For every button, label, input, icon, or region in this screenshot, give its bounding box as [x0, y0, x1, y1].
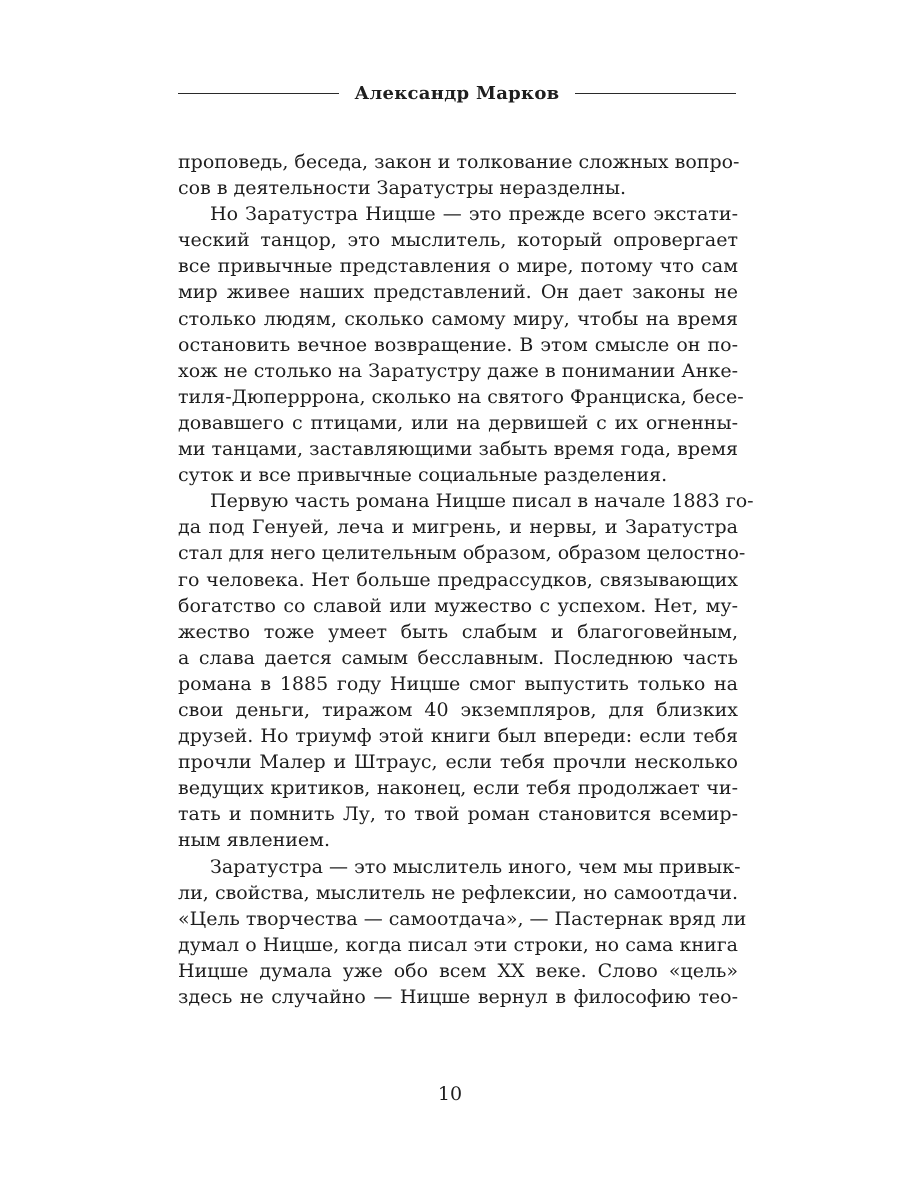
text-line: думал о Ницше, когда писал эти строки, но сама книга: [178, 933, 738, 956]
text-line: ми танцами, заставляющими забыть время года, время: [178, 438, 738, 461]
text-line: Первую часть романа Ницше писал в начале 1883 го-: [210, 490, 754, 513]
text-line: богатство со славой или мужество с успехом. Нет, му-: [178, 594, 738, 617]
text-line: романа в 1885 году Ницше смог выпустить только на: [178, 672, 738, 695]
text-line: здесь не случайно — Ницше вернул в философию тео-: [178, 986, 738, 1008]
text-line: тать и помнить Лу, то твой роман становится всемир-: [178, 803, 738, 826]
text-line: суток и все привычные социальные разделения.: [178, 464, 668, 487]
text-line: ведущих критиков, наконец, если тебя продолжает чи-: [178, 777, 738, 800]
text-line: остановить вечное возвращение. В этом смысле он по-: [178, 333, 738, 356]
running-head-author: Александр Марков: [354, 82, 560, 104]
running-head-rule-right: [575, 93, 736, 94]
text-line: жество тоже умеет быть слабым и благоговейным,: [178, 620, 738, 643]
text-line: тиля-Дюперррона, сколько на святого Франциска, бесе-: [178, 385, 744, 408]
text-line: проповедь, беседа, закон и толкование сложных вопро-: [178, 151, 740, 173]
text-line: а слава дается самым бесславным. Последнюю часть: [178, 646, 738, 669]
text-line: столько людям, сколько самому миру, чтобы на время: [178, 307, 738, 330]
text-line: Ницше думала уже обо всем XX веке. Слово «цель»: [178, 959, 738, 982]
text-line: ным явлением.: [178, 829, 330, 852]
text-line: ли, свойства, мыслитель не рефлексии, но самоотдачи.: [178, 881, 738, 904]
page-number: 10: [437, 1083, 463, 1105]
text-line: хож не столько на Заратустру даже в понимании Анке-: [178, 359, 738, 382]
text-line: сов в деятельности Заратустры неразделны.: [178, 177, 627, 200]
text-line: «Цель творчества — самоотдача», — Пастернак вряд ли: [178, 907, 747, 930]
text-line: свои деньги, тиражом 40 экземпляров, для близких: [178, 698, 738, 721]
text-line: прочли Малер и Штраус, если тебя прочли несколько: [178, 751, 738, 774]
running-head-rule-left: [178, 93, 339, 94]
text-line: ческий танцор, это мыслитель, который опровергает: [178, 229, 738, 252]
text-line: Но Заратустра Ницше — это прежде всего экстати-: [210, 203, 738, 226]
text-line: стал для него целительным образом, образом целостно-: [178, 542, 746, 565]
text-line: да под Генуей, леча и мигрень, и нервы, и Заратустра: [178, 516, 738, 539]
body-text: [178, 149, 754, 1010]
text-line: го человека. Нет больше предрассудков, связывающих: [178, 568, 738, 591]
text-line: Заратустра — это мыслитель иного, чем мы привык-: [210, 855, 741, 878]
text-line: все привычные представления о мире, потому что сам: [178, 255, 738, 278]
text-line: мир живее наших представлений. Он дает законы не: [178, 281, 738, 304]
text-line: друзей. Но триумф этой книги был впереди: если тебя: [178, 725, 738, 748]
running-head: [178, 78, 736, 108]
text-line: довавшего с птицами, или на дервишей с их огненны-: [178, 411, 738, 434]
